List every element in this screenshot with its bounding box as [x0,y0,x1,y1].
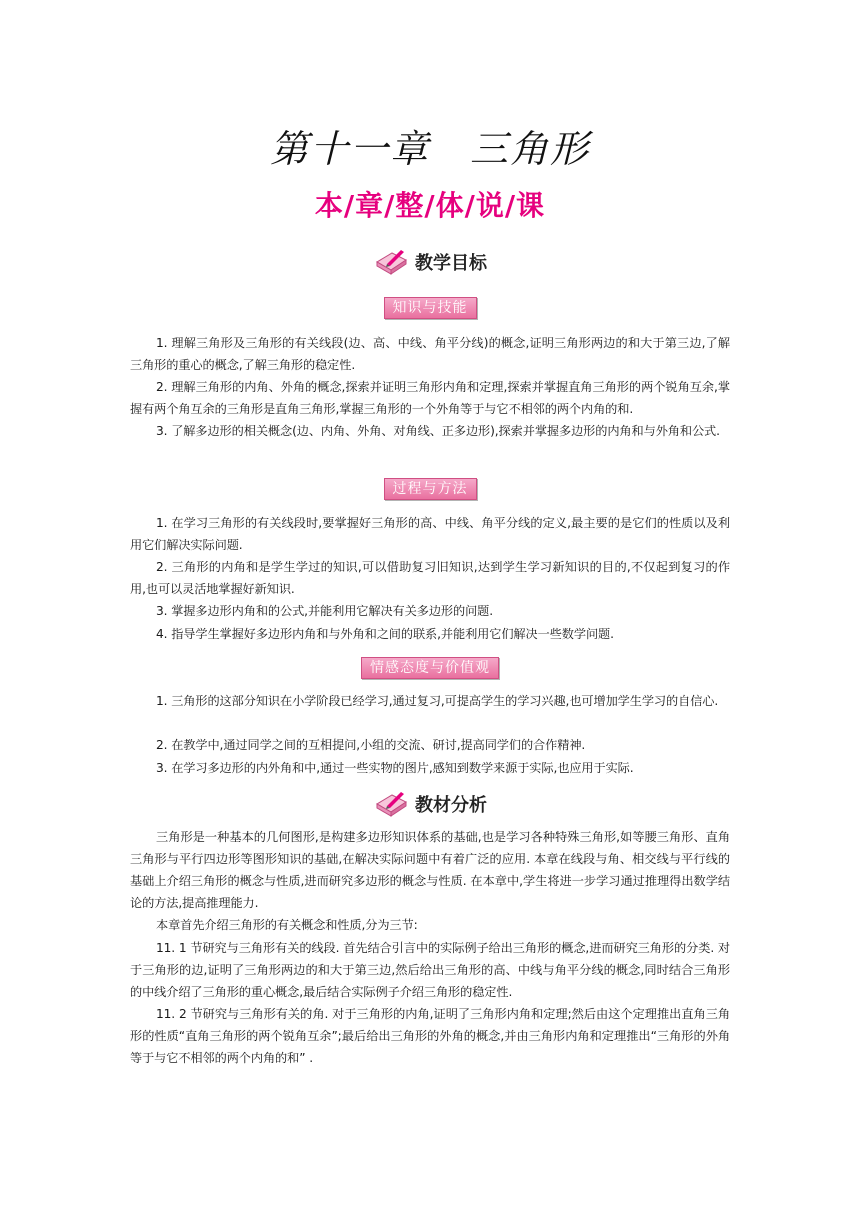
knowledge-item-1: 1. 理解三角形及三角形的有关线段(边、高、中线、角平分线)的概念,证明三角形两边的和大于第三边,了解三角形的重心的概念,了解三角形的稳定性. [130,336,730,372]
pen-notebook-icon [373,248,409,276]
knowledge-item-3: 3. 了解多边形的相关概念(边、内角、外角、对角线、正多边形),探索并掌握多边形的内角和与外角和公式. [156,424,720,438]
teaching-goals-heading-text: 教学目标 [415,253,487,274]
section-banner: 本/章/整/体/说/课 [314,189,546,222]
process-item-4: 4. 指导学生掌握好多边形内角和与外角和之间的联系,并能利用它们解决一些数学问题. [156,627,614,641]
process-item-3: 3. 掌握多边形内角和的公式,并能利用它解决有关多边形的问题. [156,604,494,618]
analysis-paragraph-3: 11. 1 节研究与三角形有关的线段. 首先结合引言中的实际例子给出三角形的概念,进而研究三角形的分类. 对于三角形的边,证明了三角形两边的和大于第三边,然后给出三角形的高、中线与角平分线的概念,同时结合三角形的中线介绍了三角形的重心概念,最后结合实际例子介绍三角形的稳定性. [130,941,730,999]
analysis-paragraph-2: 本章首先介绍三角形的有关概念和性质,分为三节: [156,918,418,932]
chapter-title: 第十一章 三角形 [269,127,590,171]
attitude-item-1: 1. 三角形的这部分知识在小学阶段已经学习,通过复习,可提高学生的学习兴趣,也可增加学生学习的自信心. [156,694,719,708]
process-item-2: 2. 三角形的内角和是学生学过的知识,可以借助复习旧知识,达到学生学习新知识的目的,不仅起到复习的作用,也可以灵活地掌握好新知识. [130,560,730,596]
analysis-paragraph-1: 三角形是一种基本的几何图形,是构建多边形知识体系的基础,也是学习各种特殊三角形,如等腰三角形、直角三角形与平行四边形等图形知识的基础,在解决实际问题中有着广泛的应用. 本章在线段与角、相交线与平行线的基础上介绍三角形的概念与性质,进而研究多边形的概念与性质. 在本章中,学生将进一步学习通过推理得出数学结论的方法,提高推理能力. [130,830,730,910]
pen-notebook-icon [373,790,409,818]
knowledge-skills-tag [0,297,860,319]
attitude-item-2: 2. 在教学中,通过同学之间的互相提问,小组的交流、研讨,提高同学们的合作精神. [156,738,586,752]
process-methods-tag [0,478,860,500]
attitude-values-tag [0,657,860,679]
teaching-goals-heading [0,248,860,276]
knowledge-skills-tag-label: 知识与技能 [384,297,477,319]
knowledge-item-2: 2. 理解三角形的内角、外角的概念,探索并证明三角形内角和定理,探索并掌握直角三角形的两个锐角互余,掌握有两个角互余的三角形是直角三角形,掌握三角形的一个外角等于与它不相邻的两个内角的和. [130,380,730,416]
material-analysis-heading [0,790,860,818]
material-analysis-heading-text: 教材分析 [415,795,487,816]
process-item-1: 1. 在学习三角形的有关线段时,要掌握好三角形的高、中线、角平分线的定义,最主要的是它们的性质以及利用它们解决实际问题. [130,516,730,552]
analysis-paragraph-4: 11. 2 节研究与三角形有关的角. 对于三角形的内角,证明了三角形内角和定理;然后由这个定理推出直角三角形的性质“直角三角形的两个锐角互余”;最后给出三角形的外角的概念,并由三角形内角和定理推出“三角形的外角等于与它不相邻的两个内角的和” . [130,1007,730,1065]
attitude-item-3: 3. 在学习多边形的内外角和中,通过一些实物的图片,感知到数学来源于实际,也应用于实际. [156,761,634,775]
process-methods-tag-label: 过程与方法 [384,478,477,500]
attitude-values-tag-label: 情感态度与价值观 [361,657,499,679]
